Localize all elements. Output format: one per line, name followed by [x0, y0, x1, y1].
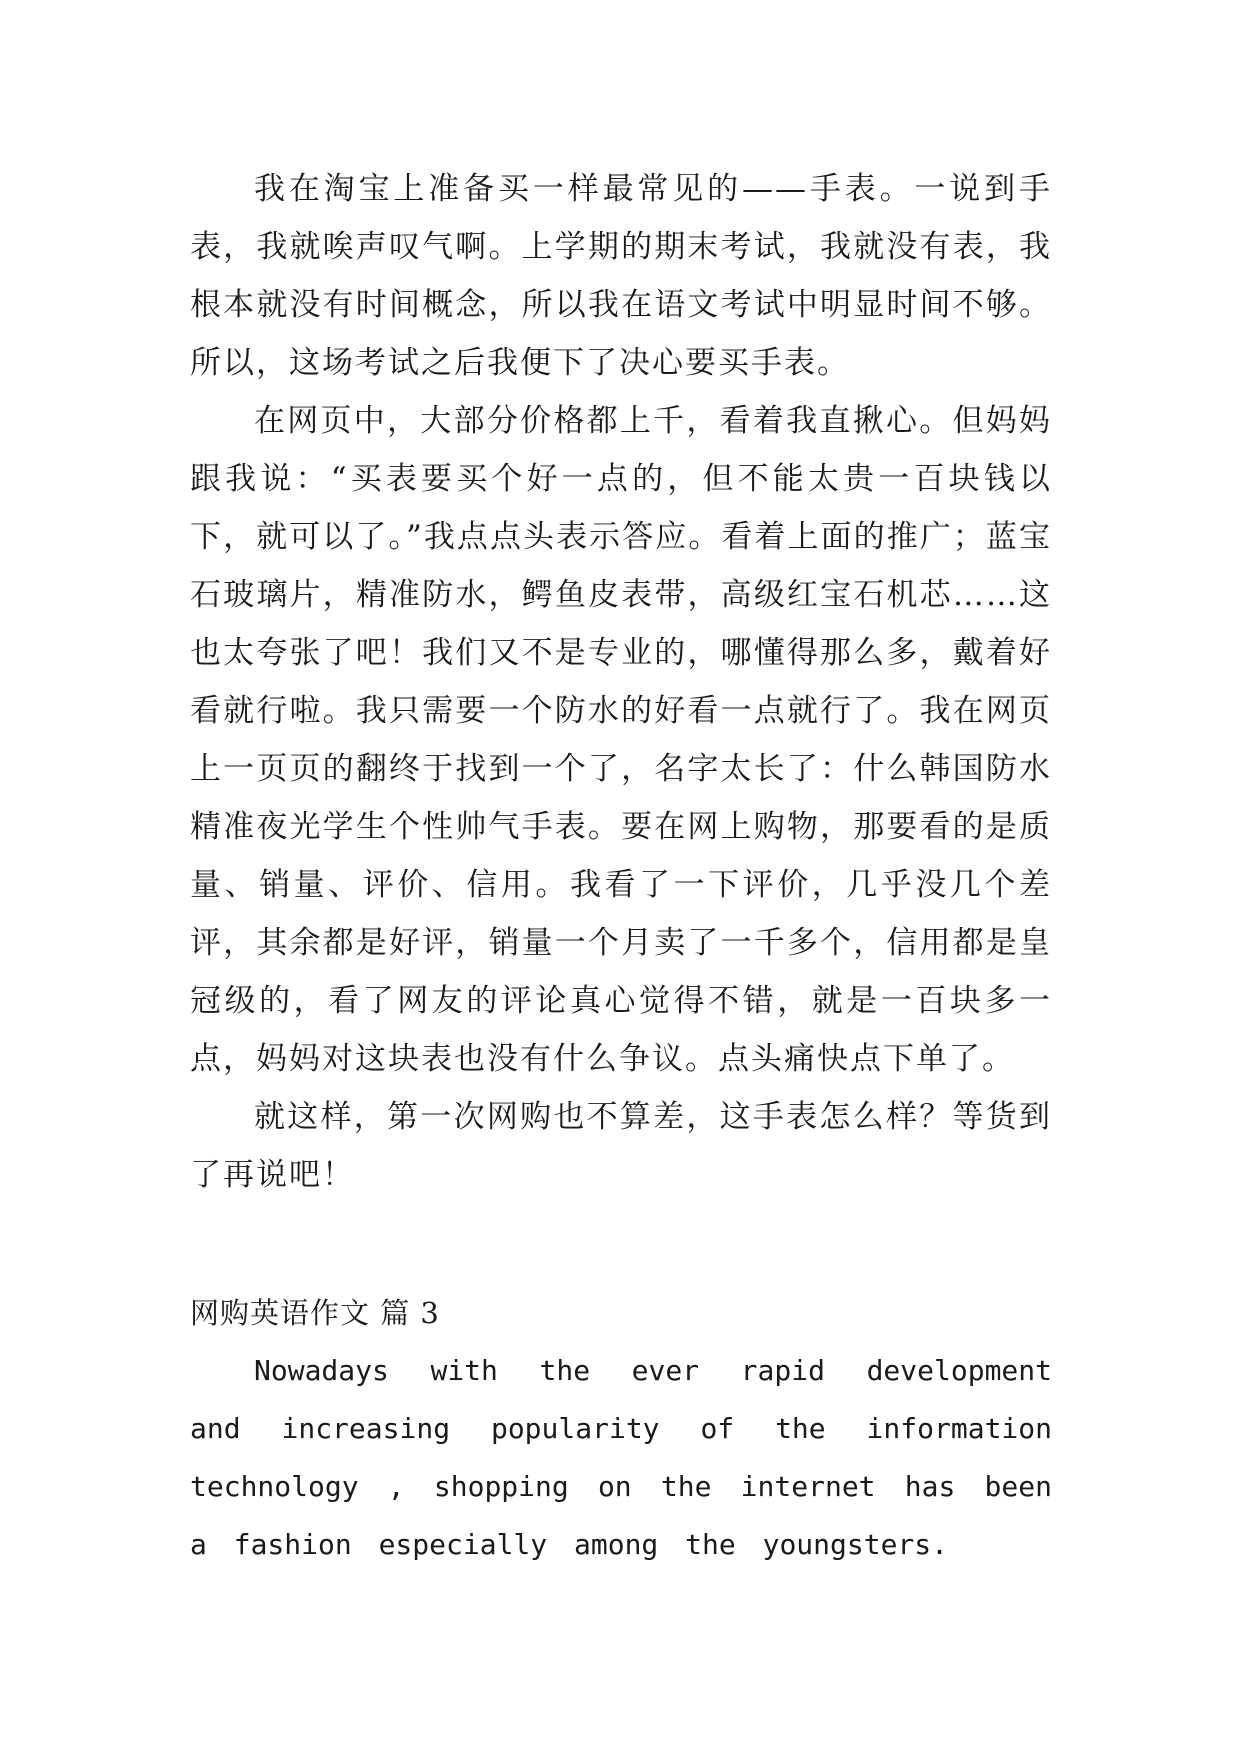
english-paragraph: Nowadays with the ever rapid development and increasing popularity of the information technology , shopping on the internet has been a fashion especially among the youngsters. [190, 1354, 1052, 1561]
document-page [190, 160, 1052, 1574]
section-heading: 网购英语作文 篇 3 [190, 1296, 440, 1330]
body-paragraph-1: 我在淘宝上准备买一样最常见的——手表。一说到手表，我就唉声叹气啊。上学期的期末考试，我就没有表，我根本就没有时间概念，所以我在语文考试中明显时间不够。所以，这场考试之后我便下了决心要买手表。 [190, 171, 1052, 381]
body-paragraph-3: 就这样，第一次网购也不算差，这手表怎么样？等货到了再说吧！ [190, 1099, 1052, 1193]
body-paragraph-2: 在网页中，大部分价格都上千，看着我直揪心。但妈妈跟我说：“买表要买个好一点的，但不能太贵一百块钱以下，就可以了。”我点点头表示答应。看着上面的推广；蓝宝石玻璃片，精准防水，鳄鱼皮表带，高级红宝石机芯……这也太夸张了吧！我们又不是专业的，哪懂得那么多，戴着好看就行啦。我只需要一个防水的好看一点就行了。我在网页上一页页的翻终于找到一个了，名字太长了：什么韩国防水精准夜光学生个性帅气手表。要在网上购物，那要看的是质量、销量、评价、信用。我看了一下评价，几乎没几个差评，其余都是好评，销量一个月卖了一千多个，信用都是皇冠级的，看了网友的评论真心觉得不错，就是一百块多一点，妈妈对这块表也没有什么争议。点头痛快点下单了。 [190, 403, 1052, 1077]
